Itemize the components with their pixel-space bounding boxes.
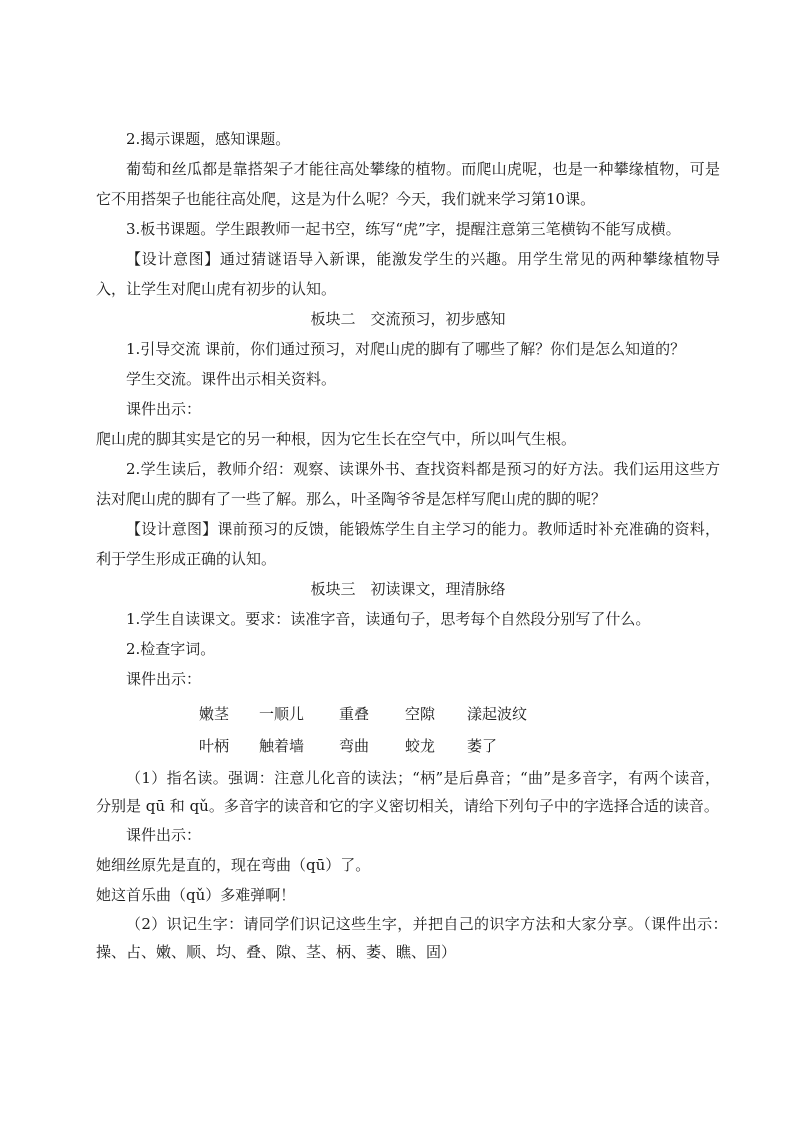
vocabulary-word: 一顺儿 (259, 705, 305, 723)
paragraph: 3.板书课题。学生跟教师一起书空，练写“虎”字，提醒注意第三笔横钩不能写成横。 (126, 220, 681, 238)
paragraph: 2.揭示课题，感知课题。 (126, 130, 291, 148)
paragraph: 1.学生自读课文。要求：读准字音，读通句子，思考每个自然段分别写了什么。 (126, 610, 651, 628)
vocabulary-word: 触着墙 (259, 737, 305, 755)
design-intent-paragraph: 【设计意图】课前预习的反馈，能锻炼学生自主学习的能力。教师适时补充准确的资料，利于学生形成正确的认知。 (96, 520, 720, 568)
vocabulary-word: 叶柄 (199, 737, 230, 755)
paragraph: 爬山虎的脚其实是它的另一种根，因为它生长在空气中，所以叫气生根。 (96, 430, 577, 448)
vocabulary-word: 嫩茎 (199, 705, 230, 723)
paragraph: 葡萄和丝瓜都是靠搭架子才能往高处攀缘的植物。而爬山虎呢，也是一种攀缘植物，可是它不用搭架子也能往高处爬，这是为什么呢？今天，我们就来学习第10课。 (96, 160, 720, 208)
document-page (96, 124, 736, 966)
vocabulary-word: 蛟龙 (405, 737, 436, 755)
design-intent-paragraph: 【设计意图】通过猜谜语导入新课，能激发学生的兴趣。用学生常见的两种攀缘植物导入，让学生对爬山虎有初步的认知。 (96, 250, 720, 298)
vocabulary-word: 重叠 (339, 705, 370, 723)
vocabulary-word: 弯曲 (339, 737, 370, 755)
paragraph: 她细丝原先是直的，现在弯曲（qū）了。 (96, 856, 371, 874)
paragraph: 2.检查字词。 (126, 640, 216, 658)
paragraph: （2）识记生字：请同学们识记这些生字，并把自己的识字方法和大家分享。（课件出示： 操、占、嫩、顺、均、叠、隙、茎、柄、萎、瞧、固） (96, 915, 736, 961)
paragraph: 课件出示： (126, 670, 202, 688)
paragraph: 学生交流。课件出示相关资料。 (126, 370, 337, 388)
vocabulary-row (96, 698, 720, 730)
paragraph: （1）指名读。强调：注意儿化音的读法；“柄”是后鼻音；“曲”是多音字，有两个读音，分别是 qū 和 qǔ。多音字的读音和它的字义密切相关，请给下列句子中的字选择合适的读音。 (96, 769, 720, 815)
paragraph: 她这首乐曲（qǔ）多难弹啊！ (96, 886, 296, 904)
paragraph: 课件出示： (126, 400, 202, 418)
section-heading: 板块二 交流预习，初步感知 (310, 310, 506, 328)
paragraph: 2.学生读后，教师介绍：观察、读课外书、查找资料都是预习的好方法。我们运用这些方法对爬山虎的脚有了一些了解。那么，叶圣陶爷爷是怎样写爬山虎的脚的呢？ (96, 460, 720, 508)
vocabulary-word: 空隙 (405, 705, 436, 723)
vocabulary-word: 漾起波纹 (467, 705, 528, 723)
vocabulary-row (96, 730, 720, 762)
vocabulary-word: 萎了 (467, 737, 498, 755)
vocabulary-list (96, 698, 720, 762)
paragraph: 1.引导交流 课前，你们通过预习，对爬山虎的脚有了哪些了解？你们是怎么知道的？ (126, 340, 686, 358)
section-heading: 板块三 初读课文，理清脉络 (310, 580, 506, 598)
paragraph: 课件出示： (126, 826, 202, 844)
